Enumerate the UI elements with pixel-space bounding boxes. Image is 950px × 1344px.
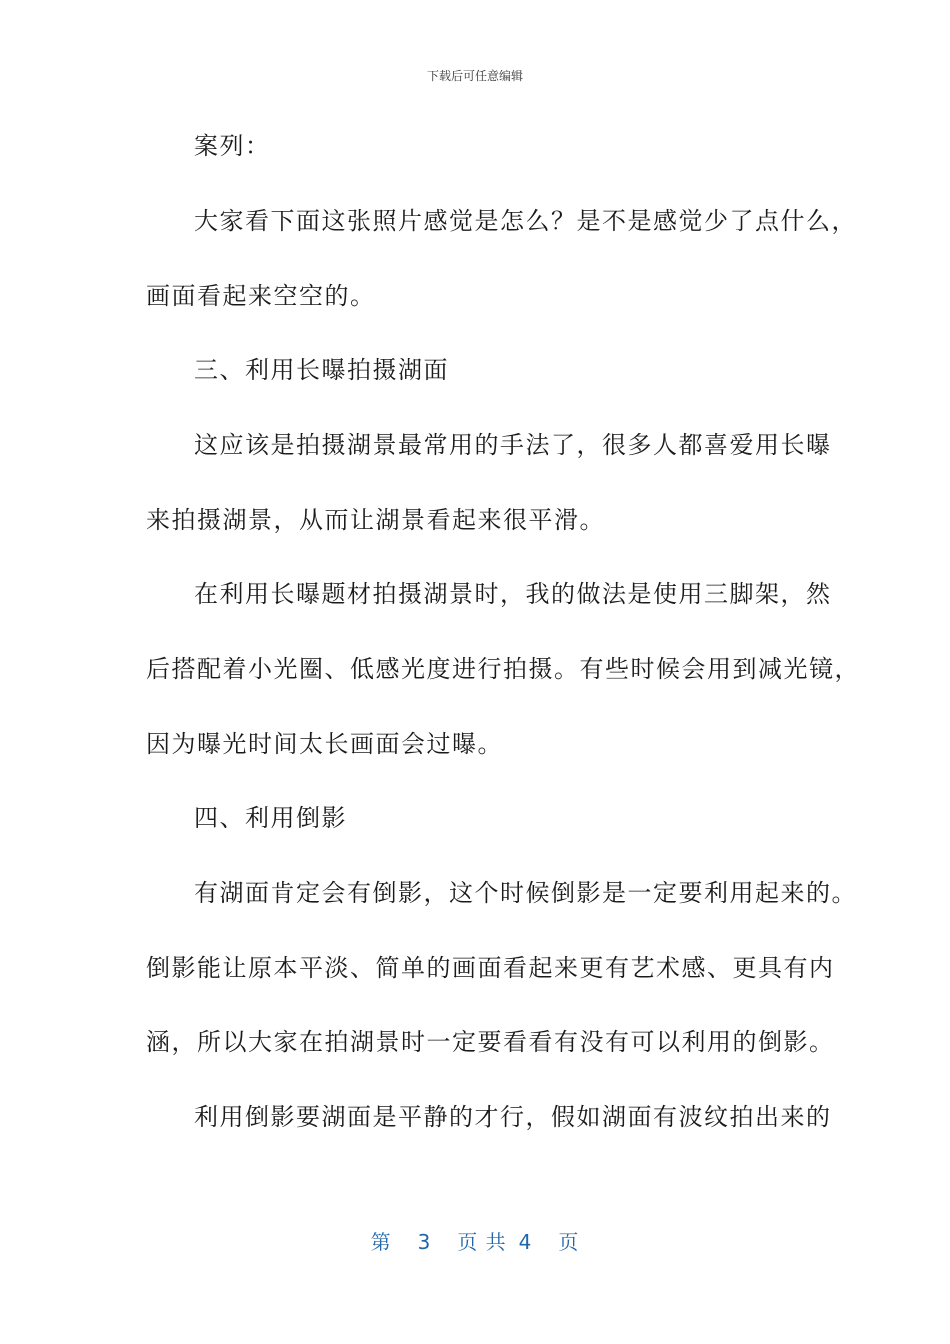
paragraph-line: 利用倒影要湖面是平静的才行，假如湖面有波纹拍出来的 [194,1103,832,1131]
footer-middle: 页 共 [457,1230,507,1254]
section-heading: 三、利用长曝拍摄湖面 [194,356,449,384]
paragraph-line: 画面看起来空空的。 [146,282,376,310]
footer-suffix: 页 [558,1230,580,1254]
total-pages-number: 4 [518,1230,533,1254]
section-heading: 四、利用倒影 [194,804,347,832]
paragraph-line: 在利用长曝题材拍摄湖景时，我的做法是使用三脚架，然 [194,580,832,608]
paragraph-line: 来拍摄湖景，从而让湖景看起来很平滑。 [146,506,605,534]
paragraph-line: 有湖面肯定会有倒影，这个时候倒影是一定要利用起来的。 [194,879,857,907]
paragraph-line: 倒影能让原本平淡、简单的画面看起来更有艺术感、更具有内 [146,954,835,982]
paragraph-line: 大家看下面这张照片感觉是怎么？是不是感觉少了点什么， [194,207,857,235]
paragraph-line: 涵，所以大家在拍湖景时一定要看看有没有可以利用的倒影。 [146,1028,835,1056]
current-page-number: 3 [417,1230,432,1254]
paragraph-line: 因为曝光时间太长画面会过曝。 [146,730,503,758]
paragraph-line: 案列： [194,132,271,160]
page-number-footer [0,1226,950,1255]
paragraph-line: 后搭配着小光圈、低感光度进行拍摄。有些时候会用到减光镜， [146,655,860,683]
page-header-note: 下载后可任意编辑 [426,69,523,83]
paragraph-line: 这应该是拍摄湖景最常用的手法了，很多人都喜爱用长曝 [194,431,832,459]
footer-prefix: 第 [370,1230,392,1254]
